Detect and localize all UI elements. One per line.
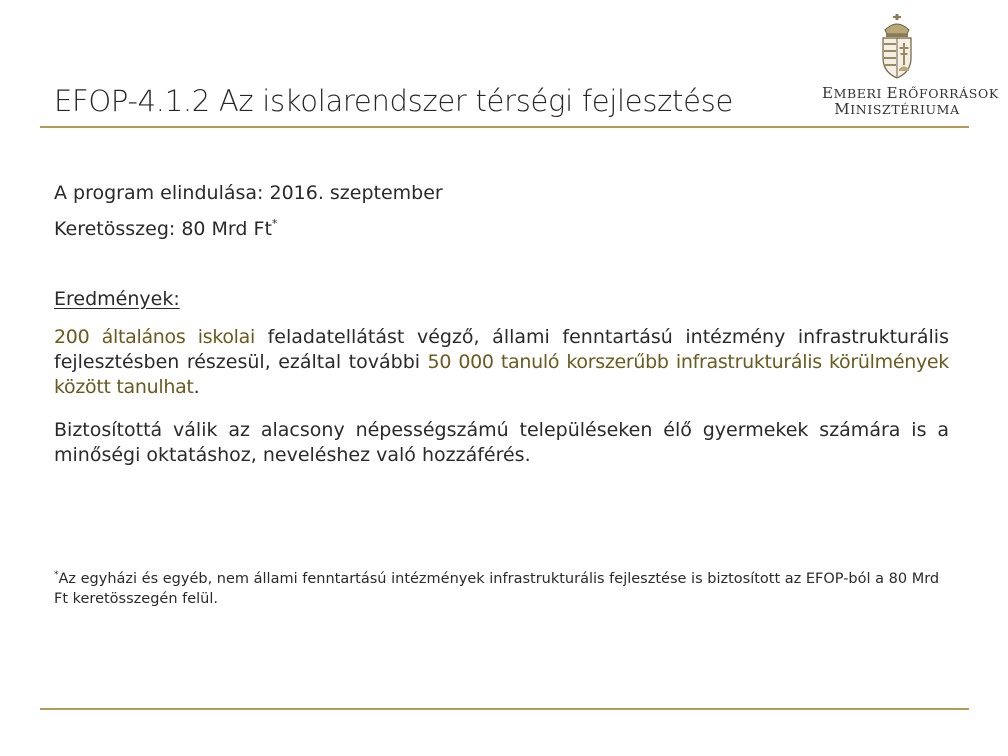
program-launch-line: A program elindulása: 2016. szeptember (54, 182, 443, 204)
footnote: *Az egyházi és egyéb, nem állami fenntartású intézmények infrastrukturális fejlesztése is biztosított az EFOP-ból a 80 Mrd Ft keretösszegén felül. (54, 570, 940, 607)
results-paragraph-2: Biztosítottá válik az alacsony népességszámú településeken élő gyermekek számára is a minőségi oktatáshoz, neveléshez való hozzáférés. (54, 419, 949, 466)
budget-line: Keretösszeg: 80 Mrd Ft* (54, 217, 278, 240)
logo-text-line1: EMBERI ERŐFORRÁSOK (822, 84, 999, 102)
highlight-student-count: 50 000 tanuló korszerűbb infrastrukturális körülmények között tanulhat (54, 351, 949, 398)
footer-divider (40, 708, 969, 710)
slide-title: EFOP-4.1.2 Az iskolarendszer térségi fejlesztése (54, 84, 734, 118)
highlight-school-count: 200 általános iskolai (54, 326, 255, 348)
footnote-marker: * (54, 570, 59, 580)
results-paragraph-1: 200 általános iskolai feladatellátást végző, állami fenntartású intézmény infrastrukturális fejlesztésben részesül, ezáltal további 50 000 tanuló korszerűbb infrastrukturális körülmények között tanulhat. (54, 326, 949, 398)
header-divider (40, 126, 969, 128)
logo-text-line2: MINISZTÉRIUMA (834, 100, 960, 118)
budget-footnote-marker: * (271, 217, 278, 230)
results-heading: Eredmények: (54, 288, 180, 310)
hungarian-coat-of-arms-icon (876, 14, 918, 80)
ministry-logo (822, 12, 999, 118)
